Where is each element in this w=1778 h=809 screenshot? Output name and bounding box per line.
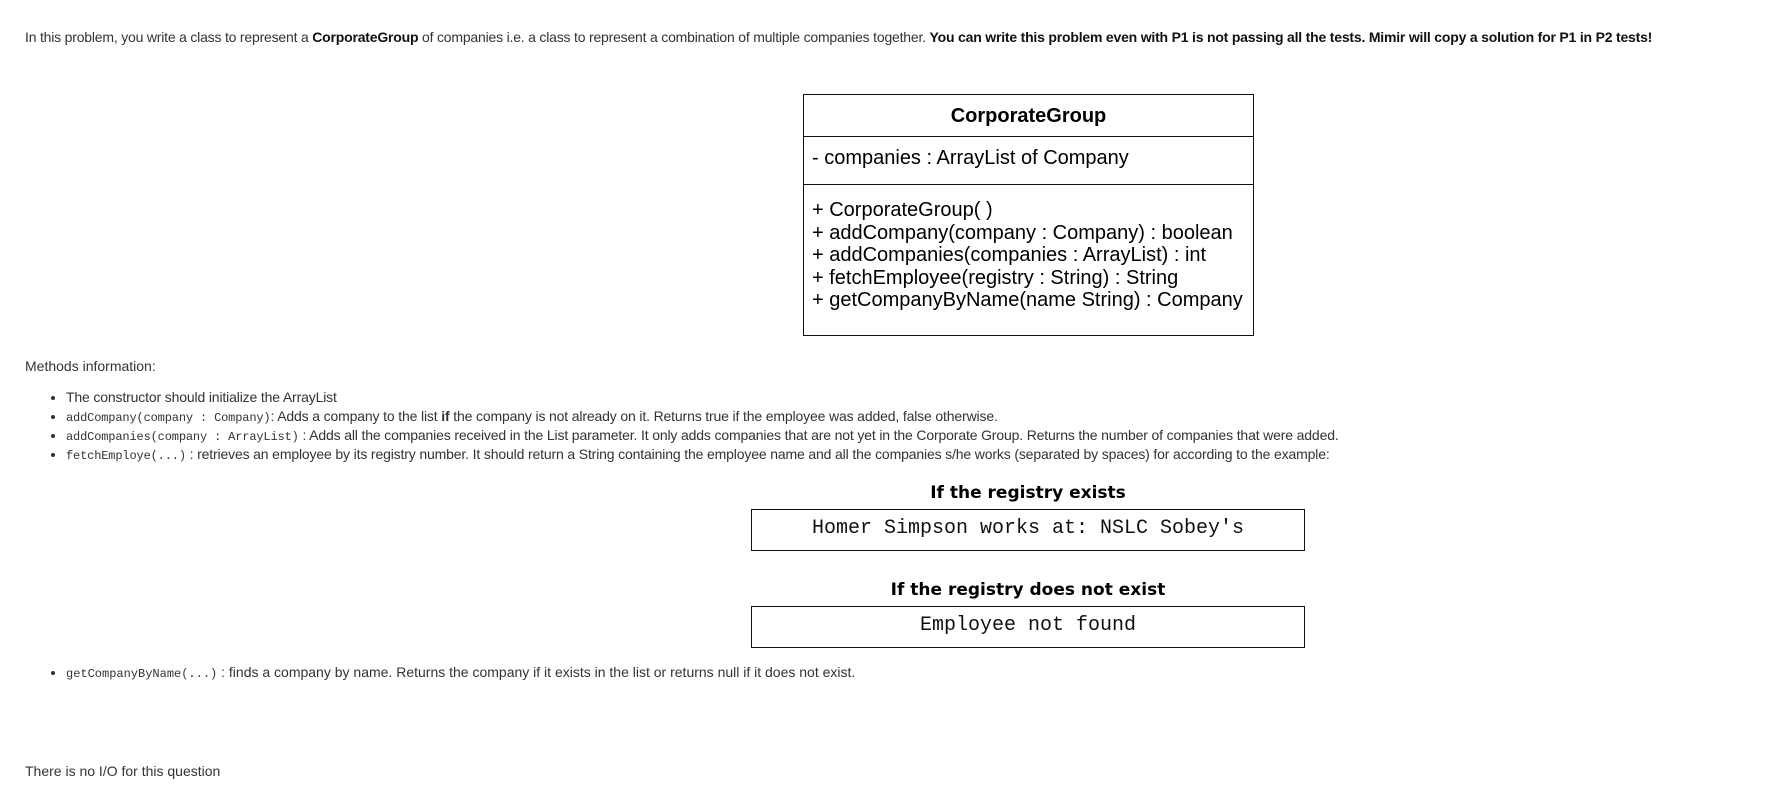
- uml-methods: [804, 185, 1253, 312]
- example-exists-output: Homer Simpson works at: NSLC Sobey's: [751, 509, 1305, 551]
- uml-method-get-company-by-name: + getCompanyByName(name String) : Company: [812, 289, 1243, 312]
- list-item-constructor: [66, 388, 1339, 407]
- constructor-text: The constructor should initialize the ArrayList: [66, 389, 337, 405]
- fetch-employee-text: : retrieves an employee by its registry number. It should return a String containing the employee name and all the companies s/he works (separated by spaces) for according to the example:: [185, 446, 1330, 462]
- no-io-note: There is no I/O for this question: [25, 763, 221, 779]
- intro-text-2: of companies i.e. a class to represent a combination of multiple companies together.: [418, 29, 930, 45]
- example-not-exists-output: Employee not found: [751, 606, 1305, 648]
- fetch-employee-code: fetchEmploye(...): [66, 449, 186, 463]
- uml-class-diagram: [803, 94, 1254, 336]
- example-not-exists-heading: If the registry does not exist: [890, 580, 1166, 600]
- uml-method-fetch-employee: + fetchEmployee(registry : String) : String: [812, 266, 1179, 289]
- add-company-bold: if: [441, 408, 450, 424]
- add-company-code: addCompany(company : Company): [66, 411, 271, 425]
- intro-class-name: CorporateGroup: [312, 29, 419, 45]
- uml-attribute: - companies : ArrayList of Company: [804, 137, 1253, 185]
- intro-paragraph: [25, 29, 1652, 45]
- get-company-by-name-code: getCompanyByName(...): [66, 667, 218, 681]
- methods-list-continued: [46, 663, 855, 684]
- example-exists-heading: If the registry exists: [930, 483, 1126, 503]
- list-item-add-companies: [66, 426, 1339, 445]
- add-companies-code: addCompanies(company : ArrayList): [66, 430, 299, 444]
- methods-list: [46, 388, 1339, 464]
- uml-method-constructor: + CorporateGroup( ): [812, 199, 993, 221]
- methods-info-heading: Methods information:: [25, 358, 156, 374]
- intro-text-1: In this problem, you write a class to represent a: [25, 29, 313, 45]
- uml-method-add-company: + addCompany(company : Company) : boolean: [812, 221, 1233, 244]
- uml-class-title: CorporateGroup: [804, 95, 1253, 137]
- list-item-add-company: [66, 407, 1339, 426]
- uml-method-add-companies: + addCompanies(companies : ArrayList) : int: [812, 244, 1207, 267]
- list-item-get-company-by-name: [66, 663, 855, 684]
- intro-bold-note: You can write this problem even with P1 is not passing all the tests. Mimir will copy a solution for P1 in P2 tests!: [929, 29, 1653, 45]
- list-item-fetch-employee: [66, 445, 1339, 464]
- add-companies-text: : Adds all the companies received in the List parameter. It only adds companies that are not yet in the Corporate Group. Returns the number of companies that were added.: [298, 427, 1339, 443]
- get-company-by-name-text: : finds a company by name. Returns the company if it exists in the list or returns null if it does not exist.: [217, 664, 856, 680]
- add-company-text-2: the company is not already on it. Returns true if the employee was added, false otherwise.: [449, 408, 998, 424]
- add-company-text-1: : Adds a company to the list: [270, 408, 442, 424]
